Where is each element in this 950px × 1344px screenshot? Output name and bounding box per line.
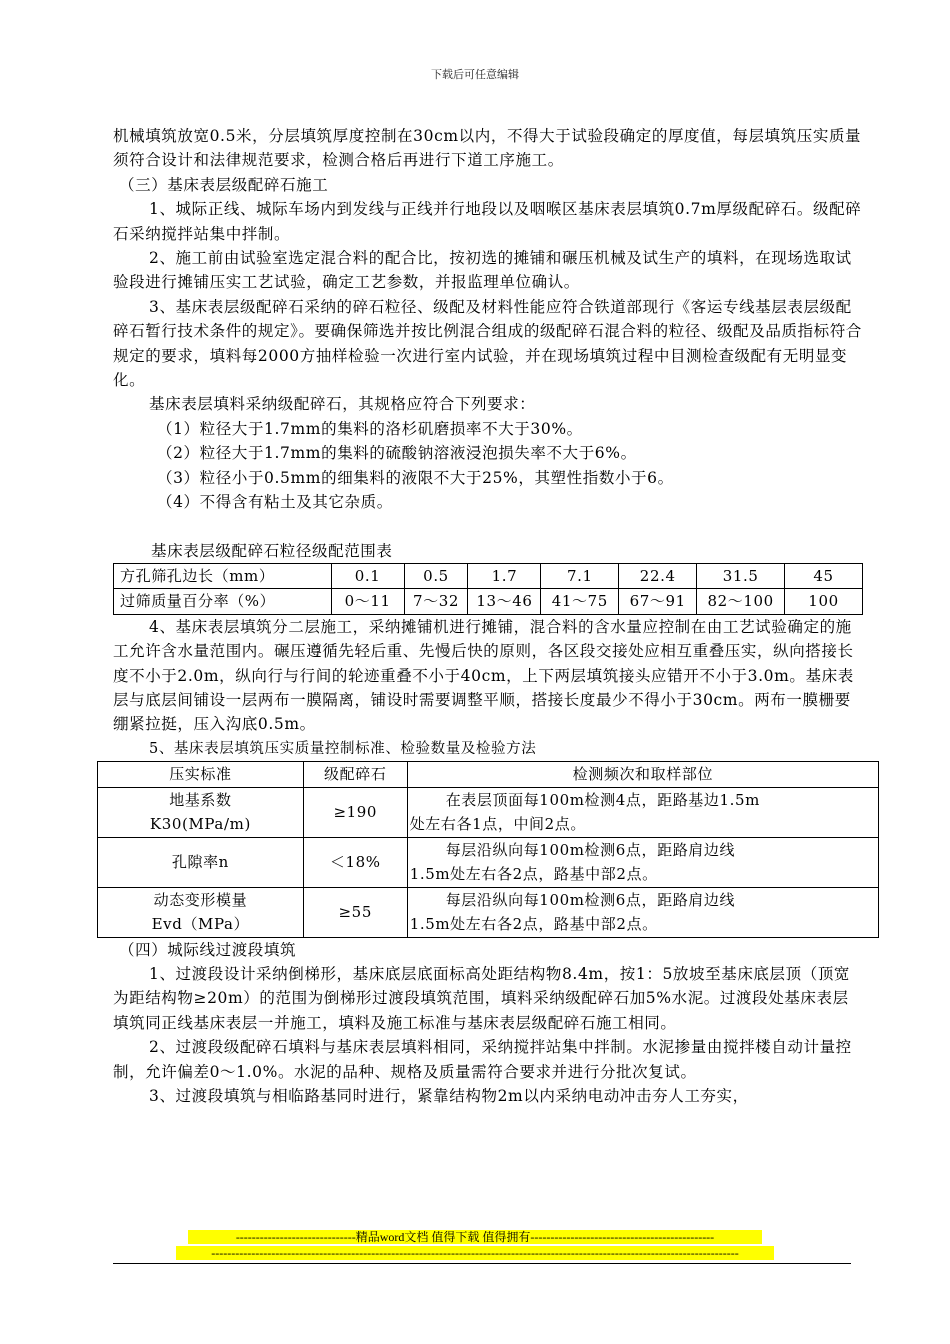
footer-banner: ------------------------------精品word文档 值得下载 值得拥有---------------------------------------------- — [188, 1230, 762, 1244]
paragraph: 机械填筑放宽0.5米，分层填筑厚度控制在30cm以内，不得大于试验段确定的厚度值，每层填筑压实质量须符合设计和法律规范要求，检测合格后再进行下道工序施工。 — [113, 127, 862, 170]
table-cell: 7～32 — [404, 589, 468, 614]
gradation-table — [113, 563, 863, 615]
table-cell: 0.5 — [404, 563, 468, 588]
table-cell: 7.1 — [541, 563, 619, 588]
table-cell: 0～11 — [331, 589, 404, 614]
list-item: （2）粒径大于1.7mm的集料的硫酸钠溶液浸泡损失率不大于6%。 — [157, 444, 637, 463]
table-cell: 过筛质量百分率（%） — [114, 589, 332, 614]
table-cell: 67～91 — [619, 589, 697, 614]
paragraph: 5、基床表层填筑压实质量控制标准、检验数量及检验方法 — [149, 740, 537, 757]
table-cell: 孔隙率n — [98, 837, 304, 887]
table-cell: 22.4 — [619, 563, 697, 588]
table-cell: 0.1 — [331, 563, 404, 588]
cell-line: 1.5m处左右各2点，路基中部2点。 — [409, 865, 658, 884]
cell-line: 每层沿纵向每100m检测6点，距路肩边线 — [445, 890, 736, 909]
table-cell: 13～46 — [468, 589, 541, 614]
column-header: 检测频次和取样部位 — [407, 762, 878, 787]
table-cell: ≥190 — [303, 787, 407, 837]
table-cell: 41～75 — [541, 589, 619, 614]
paragraph: 4、基床表层填筑分二层施工，采纳摊铺机进行摊铺，混合料的含水量应控制在由工艺试验确定的施工允许含水量范围内。碾压遵循先轻后重、先慢后快的原则，各区段交接处应相互重叠压实，纵向搭接长度不小于2.0m，纵向行与行间的轮迹重叠不小于40cm，上下两层填筑接头应错开不小于3.0m。基床表层与底层间铺设一层两布一膜隔离，铺设时需要调整平顺，搭接长度最少不得小于30cm。两布一膜栅要绷紧拉挺，压入沟底0.5m。 — [113, 617, 854, 734]
table-cell — [98, 887, 304, 937]
compaction-quality-table — [97, 761, 879, 937]
paragraph: 3、过渡段填筑与相临路基同时进行，紧靠结构物2m以内采纳电动冲击夯人工夯实， — [149, 1087, 749, 1105]
paragraph: 基床表层填料采纳级配碎石，其规格应符合下列要求： — [149, 395, 536, 414]
paragraph: 3、基床表层级配碎石采纳的碎石粒径、级配及材料性能应符合铁道部现行《客运专线基层表层级配碎石暂行技术条件的规定》。要确保筛选并按比例混合组成的级配碎石混合料的粒径、级配及品质指标符合规定的要求，填料每2000方抽样检验一次进行室内试验，并在现场填筑过程中目测检查级配有无明显变化。 — [113, 297, 862, 390]
cell-line: 处左右各1点，中间2点。 — [409, 815, 586, 834]
cell-line: 动态变形模量 — [153, 890, 248, 909]
column-header: 压实标准 — [98, 762, 304, 787]
table-cell: 31.5 — [697, 563, 785, 588]
section-heading: （三）基床表层级配碎石施工 — [119, 175, 329, 194]
column-header: 级配碎石 — [303, 762, 407, 787]
table-caption: 基床表层级配碎石粒径级配范围表 — [151, 541, 393, 560]
table-row — [98, 887, 879, 937]
paragraph: 2、施工前由试验室选定混合料的配合比，按初选的摊铺和碾压机械及试生产的填料，在现场选取试验段进行摊铺压实工艺试验，确定工艺参数，并报监理单位确认。 — [113, 249, 852, 292]
cell-line: 每层沿纵向每100m检测6点，距路肩边线 — [445, 840, 736, 859]
document-body — [113, 124, 863, 1108]
table-cell: 1.7 — [468, 563, 541, 588]
footer-dashes: ------------------------------------------------------------------------------------------------------------------------------------ — [176, 1246, 774, 1260]
cell-line: Evd（MPa） — [151, 915, 250, 934]
table-cell — [407, 887, 878, 937]
paragraph: 1、城际正线、城际车场内到发线与正线并行地段以及咽喉区基床表层填筑0.7m厚级配碎石。级配碎石采纳搅拌站集中拌制。 — [113, 200, 862, 243]
cell-line: 地基系数 — [169, 790, 232, 809]
table-cell: 方孔筛孔边长（mm） — [114, 563, 332, 588]
paragraph: 2、过渡段级配碎石填料与基床表层填料相同，采纳搅拌站集中拌制。水泥掺量由搅拌楼自动计量控制，允许偏差0～1.0%。水泥的品种、规格及质量需符合要求并进行分批次复试。 — [113, 1038, 852, 1081]
table-cell: 82～100 — [697, 589, 785, 614]
table-cell: ≥55 — [303, 887, 407, 937]
table-row — [98, 837, 879, 887]
table-row — [114, 589, 863, 614]
table-cell: 45 — [785, 563, 863, 588]
section-heading: （四）城际线过渡段填筑 — [119, 940, 297, 959]
footer-rule — [113, 1263, 851, 1264]
list-item: （4）不得含有粘土及其它杂质。 — [157, 493, 393, 512]
page-header: 下载后可任意编辑 — [431, 68, 519, 81]
list-item: （1）粒径大于1.7mm的集料的洛杉矶磨损率不大于30%。 — [157, 419, 583, 438]
cell-line: 1.5m处左右各2点，路基中部2点。 — [409, 915, 658, 934]
footer — [0, 1230, 950, 1260]
table-header-row — [98, 762, 879, 787]
table-cell: ＜18% — [303, 837, 407, 887]
table-cell — [407, 837, 878, 887]
table-cell: 100 — [785, 589, 863, 614]
table-cell — [407, 787, 878, 837]
paragraph: 1、过渡段设计采纳倒梯形，基床底层底面标高处距结构物8.4m，按1：5放坡至基床底层顶（顶宽为距结构物≥20m）的范围为倒梯形过渡段填筑范围，填料采纳级配碎石加5%水泥。过渡段处基床表层填筑同正线基床表层一并施工，填料及施工标准与基床表层级配碎石施工相同。 — [113, 964, 851, 1032]
cell-line: 在表层顶面每100m检测4点，距路基边1.5m — [445, 790, 760, 809]
table-row — [114, 563, 863, 588]
table-row — [98, 787, 879, 837]
list-item: （3）粒径小于0.5mm的细集料的液限不大于25%，其塑性指数小于6。 — [157, 468, 674, 487]
table-cell — [98, 787, 304, 837]
cell-line: K30(MPa/m) — [149, 815, 251, 834]
